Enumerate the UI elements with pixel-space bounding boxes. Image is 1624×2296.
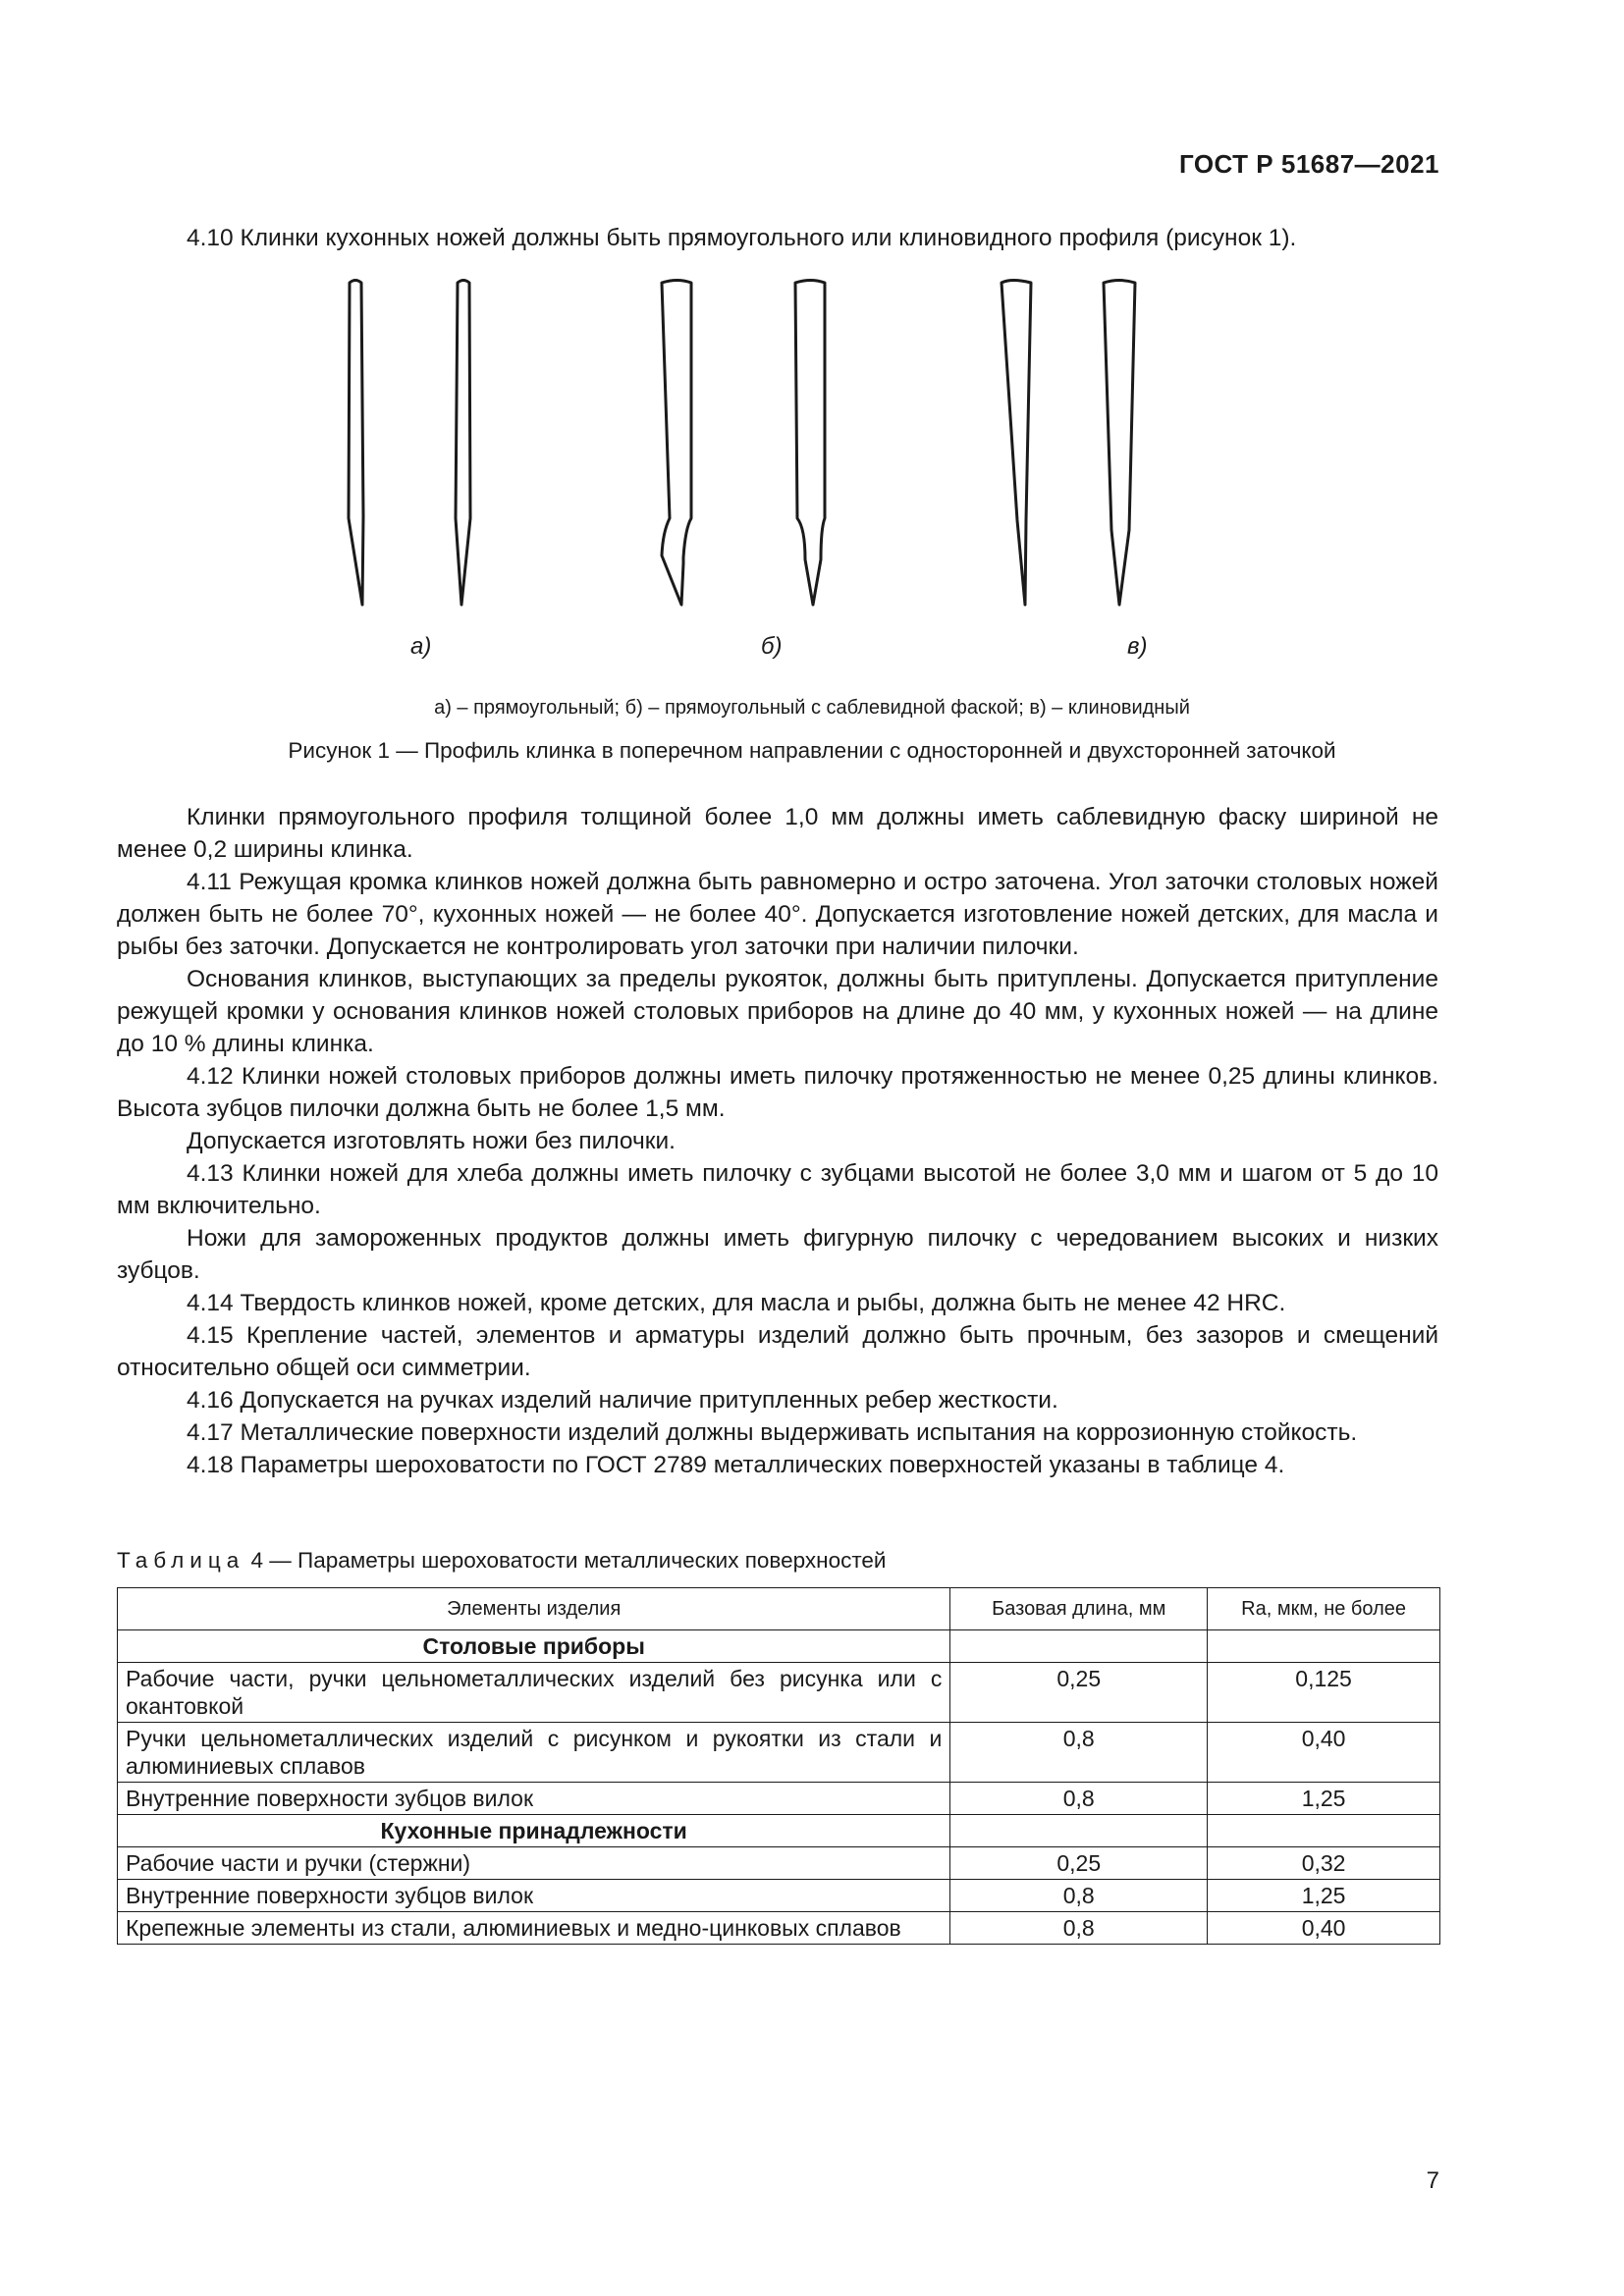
profile-v-double	[1104, 281, 1135, 606]
header-ra: Ra, мкм, не более	[1208, 1588, 1440, 1630]
profile-a-double	[456, 281, 470, 606]
empty-cell	[1208, 1815, 1440, 1847]
figure-label-b: б)	[761, 633, 783, 660]
page-number: 7	[1426, 2167, 1439, 2194]
table-row	[118, 1663, 1440, 1723]
figure-caption: Рисунок 1 — Профиль клинка в поперечном направлении с односторонней и двухсторонней заточкой	[288, 738, 1336, 763]
cell-element: Рабочие части и ручки (стержни)	[118, 1847, 950, 1880]
header-elements: Элементы изделия	[118, 1588, 950, 1630]
profile-b-single	[662, 281, 691, 606]
cell-base-length: 0,8	[950, 1723, 1208, 1783]
cell-base-length: 0,8	[950, 1783, 1208, 1815]
paragraph-4-12: 4.12 Клинки ножей столовых приборов должны иметь пилочку протяженностью не менее 0,25 длины клинков. Высота зубцов пилочки должна быть не более 1,5 мм.	[117, 1063, 1438, 1122]
section-row	[118, 1815, 1440, 1847]
table-header-row	[118, 1588, 1440, 1630]
intro-block	[117, 222, 1438, 254]
section-title: Кухонные принадлежности	[118, 1815, 950, 1847]
blade-profiles-figure	[324, 275, 1208, 658]
cell-ra: 1,25	[1208, 1783, 1440, 1815]
empty-cell	[950, 1630, 1208, 1663]
paragraph-3: Основания клинков, выступающих за пределы рукояток, должны быть притуплены. Допускается притупление режущей кромки у основания клинков ножей столовых приборов на длине до 40 мм, у кухонных ножей — на длине до 10 % длины клинка.	[117, 966, 1438, 1057]
paragraph-4-18: 4.18 Параметры шероховатости по ГОСТ 2789 металлических поверхностей указаны в таблице 4.	[187, 1452, 1285, 1478]
table-row	[118, 1783, 1440, 1815]
table-row	[118, 1847, 1440, 1880]
cell-ra: 1,25	[1208, 1880, 1440, 1912]
clause-4-10: 4.10 Клинки кухонных ножей должны быть прямоугольного или клиновидного профиля (рисунок 1).	[187, 225, 1297, 251]
table-row	[118, 1723, 1440, 1783]
body-text	[117, 801, 1438, 1481]
cell-base-length: 0,8	[950, 1880, 1208, 1912]
figure-label-a: а)	[410, 633, 432, 660]
paragraph-1: Клинки прямоугольного профиля толщиной более 1,0 мм должны иметь саблевидную фаску шириной не менее 0,2 ширины клинка.	[117, 804, 1438, 863]
cell-ra: 0,40	[1208, 1912, 1440, 1945]
cell-element: Ручки цельнометаллических изделий с рисунком и рукоятки из стали и алюминиевых сплавов	[118, 1723, 950, 1783]
profile-a-single	[349, 281, 363, 606]
cell-element: Внутренние поверхности зубцов вилок	[118, 1880, 950, 1912]
profile-v-single	[1001, 281, 1031, 606]
cell-ra: 0,32	[1208, 1847, 1440, 1880]
figure-label-v: в)	[1127, 633, 1148, 660]
table-caption-word: Таблица	[117, 1548, 245, 1573]
paragraph-4-17: 4.17 Металлические поверхности изделий должны выдерживать испытания на коррозионную стойкость.	[187, 1419, 1358, 1446]
cell-base-length: 0,8	[950, 1912, 1208, 1945]
paragraph-5: Допускается изготовлять ножи без пилочки.	[187, 1128, 676, 1154]
figure-legend: а) – прямоугольный; б) – прямоугольный с саблевидной фаской; в) – клиновидный	[434, 697, 1190, 719]
cell-element: Рабочие части, ручки цельнометаллических изделий без рисунка или с окантовкой	[118, 1663, 950, 1723]
cell-ra: 0,40	[1208, 1723, 1440, 1783]
paragraph-4-13: 4.13 Клинки ножей для хлеба должны иметь пилочку с зубцами высотой не более 3,0 мм и шагом от 5 до 10 мм включительно.	[117, 1160, 1438, 1219]
paragraph-4-14: 4.14 Твердость клинков ножей, кроме детских, для масла и рыбы, должна быть не менее 42 HRC.	[187, 1290, 1286, 1316]
header-base-length: Базовая длина, мм	[950, 1588, 1208, 1630]
document-id: ГОСТ Р 51687—2021	[1178, 149, 1439, 179]
paragraph-4-15: 4.15 Крепление частей, элементов и арматуры изделий должно быть прочным, без зазоров и смещений относительно общей оси симметрии.	[117, 1322, 1438, 1381]
table-row	[118, 1912, 1440, 1945]
cell-element: Крепежные элементы из стали, алюминиевых и медно-цинковых сплавов	[118, 1912, 950, 1945]
table-caption-text: 4 — Параметры шероховатости металлических поверхностей	[250, 1548, 887, 1573]
empty-cell	[950, 1815, 1208, 1847]
table-row	[118, 1880, 1440, 1912]
profile-b-double	[795, 281, 825, 606]
roughness-table	[117, 1587, 1440, 1945]
table-caption	[117, 1548, 887, 1574]
cell-base-length: 0,25	[950, 1663, 1208, 1723]
cell-base-length: 0,25	[950, 1847, 1208, 1880]
paragraph-4-11: 4.11 Режущая кромка клинков ножей должна быть равномерно и остро заточена. Угол заточки столовых ножей должен быть не более 70°, кухонных ножей — не более 40°. Допускается изготовление ножей детских, для масла и рыбы без заточки. Допускается не контролировать угол заточки при наличии пилочки.	[117, 869, 1438, 960]
cell-element: Внутренние поверхности зубцов вилок	[118, 1783, 950, 1815]
section-row	[118, 1630, 1440, 1663]
empty-cell	[1208, 1630, 1440, 1663]
cell-ra: 0,125	[1208, 1663, 1440, 1723]
section-title: Столовые приборы	[118, 1630, 950, 1663]
paragraph-4-16: 4.16 Допускается на ручках изделий наличие притупленных ребер жесткости.	[187, 1387, 1058, 1414]
paragraph-7: Ножи для замороженных продуктов должны иметь фигурную пилочку с чередованием высоких и низких зубцов.	[117, 1225, 1438, 1284]
